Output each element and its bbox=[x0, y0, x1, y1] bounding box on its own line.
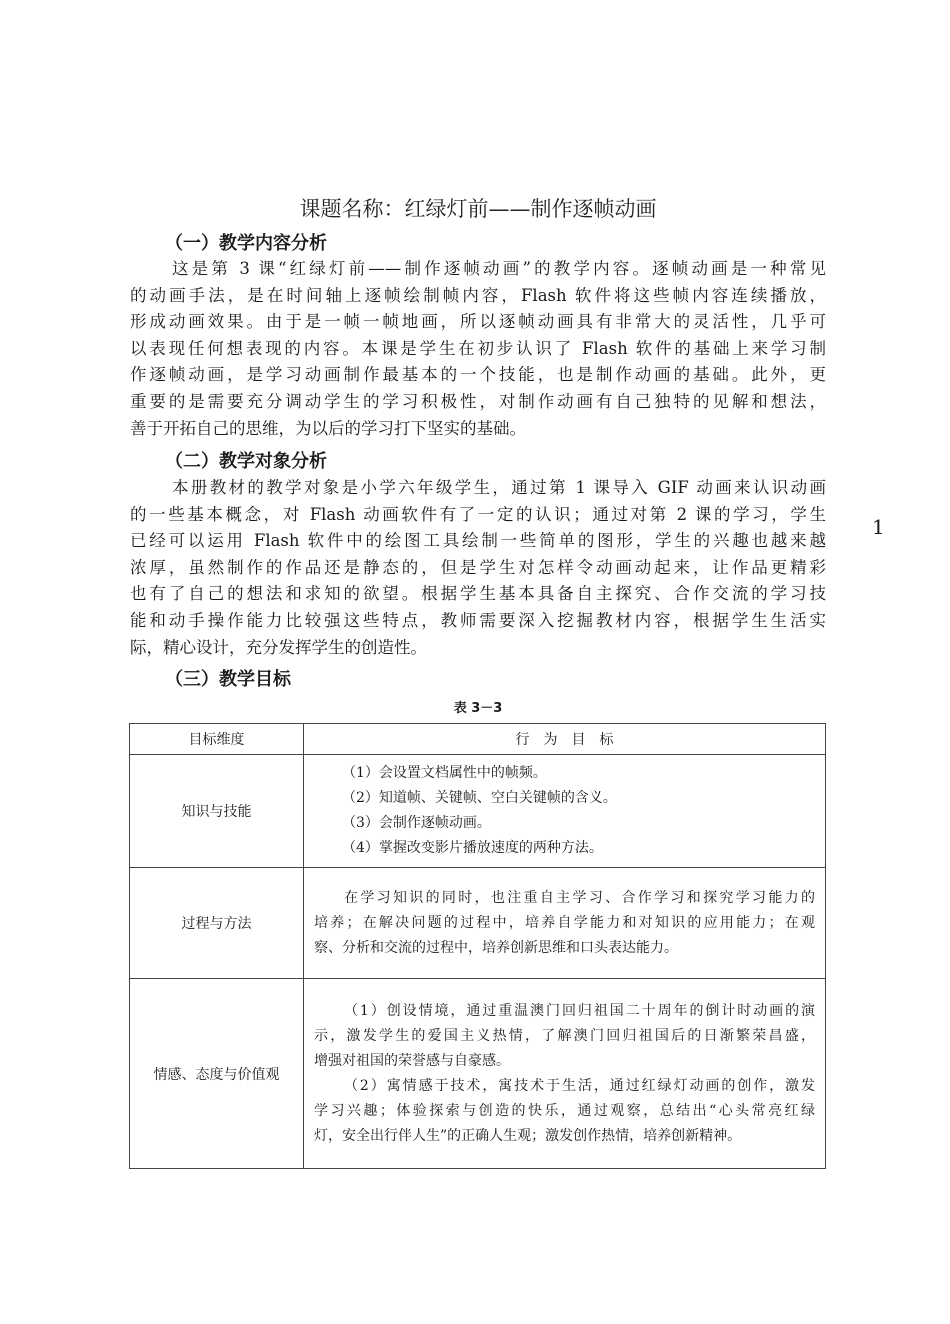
dimension-cell: 知识与技能 bbox=[130, 755, 304, 868]
goal-line: 培养；在解决问题的过程中，培养自学能力和对知识的应用能力；在观 bbox=[314, 914, 815, 931]
goal-cell bbox=[304, 755, 826, 868]
text-line: 也有了自己的想法和求知的欲望。根据学生基本具备自主探究、合作交流的学习技 bbox=[130, 584, 826, 604]
text-line: 的动画手法，是在时间轴上逐帧绘制帧内容，Flash 软件将这些帧内容连续播放， bbox=[130, 285, 826, 305]
text-line: 已经可以运用 Flash 软件中的绘图工具绘制一些简单的图形，学生的兴趣也越来越 bbox=[130, 531, 826, 551]
goal-line: 察、分析和交流的过程中，培养创新思维和口头表达能力。 bbox=[314, 939, 678, 956]
page-number: 1 bbox=[872, 515, 885, 539]
goal-line: 增强对祖国的荣誉感与自豪感。 bbox=[314, 1052, 510, 1069]
goal-line: （4）掌握改变影片播放速度的两种方法。 bbox=[342, 840, 603, 856]
section-heading-teaching-goals: （三）教学目标 bbox=[165, 669, 291, 690]
goal-line: 灯，安全出行伴人生”的正确人生观；激发创作热情，培养创新精神。 bbox=[314, 1127, 742, 1144]
table-caption: 表 3－3 bbox=[453, 701, 503, 716]
goal-line: （2）寓情感于技术，寓技术于生活，通过红绿灯动画的创作，激发 bbox=[344, 1077, 815, 1094]
text-line: 浓厚，虽然制作的作品还是静态的，但是学生对怎样令动画动起来，让作品更精彩 bbox=[130, 557, 826, 577]
goal-cell bbox=[304, 979, 826, 1169]
dimension-cell: 情感、态度与价值观 bbox=[130, 979, 304, 1169]
text-line: 作逐帧动画，是学习动画制作最基本的一个技能，也是制作动画的基础。此外，更 bbox=[130, 365, 826, 385]
goal-cell bbox=[304, 868, 826, 979]
text-line: 的一些基本概念，对 Flash 动画软件有了一定的认识；通过对第 2 课的学习，学生 bbox=[130, 504, 826, 524]
text-line: 际，精心设计，充分发挥学生的创造性。 bbox=[130, 637, 427, 657]
table-row bbox=[130, 868, 826, 979]
text-line: 重要的是需要充分调动学生的学习积极性，对制作动画有自己独特的见解和想法， bbox=[130, 391, 826, 411]
dimension-cell: 过程与方法 bbox=[130, 868, 304, 979]
section-heading-audience-analysis: （二）教学对象分析 bbox=[165, 451, 327, 472]
table-row bbox=[130, 979, 826, 1169]
goal-line: 示，激发学生的爱国主义热情，了解澳门回归祖国后的日渐繁荣昌盛， bbox=[314, 1027, 815, 1044]
section-heading-content-analysis: （一）教学内容分析 bbox=[165, 233, 327, 254]
goal-line: （3）会制作逐帧动画。 bbox=[342, 815, 491, 831]
header-dimension: 目标维度 bbox=[130, 724, 304, 755]
goals-table bbox=[129, 723, 826, 1169]
goal-line: 学习兴趣；体验探索与创造的快乐，通过观察，总结出“心头常亮红绿 bbox=[314, 1102, 815, 1119]
goal-line: （2）知道帧、关键帧、空白关键帧的含义。 bbox=[342, 790, 617, 806]
text-line: 能和动手操作能力比较强这些特点，教师需要深入挖掘教材内容，根据学生生活实 bbox=[130, 610, 826, 630]
table-row bbox=[130, 755, 826, 868]
text-line: 以表现任何想表现的内容。本课是学生在初步认识了 Flash 软件的基础上来学习制 bbox=[130, 338, 826, 358]
table-header-row bbox=[130, 724, 826, 755]
text-line: 形成动画效果。由于是一帧一帧地画，所以逐帧动画具有非常大的灵活性，几乎可 bbox=[130, 312, 826, 332]
lesson-title: 课题名称：红绿灯前——制作逐帧动画 bbox=[299, 197, 657, 221]
goal-line: 在学习知识的同时，也注重自主学习、合作学习和探究学习能力的 bbox=[344, 889, 815, 906]
text-line: 这是第 3 课“红绿灯前——制作逐帧动画”的教学内容。逐帧动画是一种常见 bbox=[172, 259, 826, 278]
paragraph-content-analysis bbox=[130, 256, 826, 442]
text-line: 善于开拓自己的思维，为以后的学习打下坚实的基础。 bbox=[130, 418, 526, 438]
goal-line: （1）创设情境，通过重温澳门回归祖国二十周年的倒计时动画的演 bbox=[344, 1002, 815, 1019]
goal-line: （1）会设置文档属性中的帧频。 bbox=[342, 765, 547, 781]
text-line: 本册教材的教学对象是小学六年级学生，通过第 1 课导入 GIF 动画来认识动画 bbox=[172, 478, 826, 497]
header-goals: 行 为 目 标 bbox=[304, 724, 826, 755]
paragraph-audience-analysis bbox=[130, 475, 826, 661]
